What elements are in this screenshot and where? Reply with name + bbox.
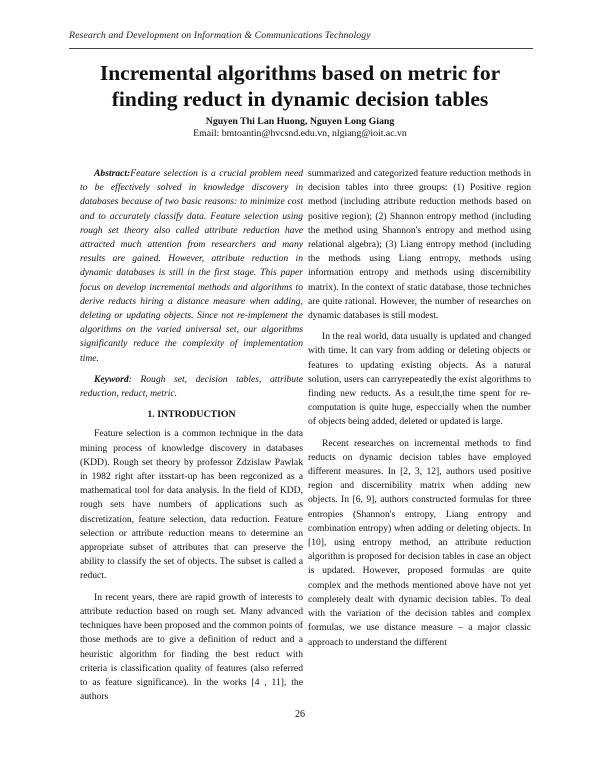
left-column xyxy=(80,167,303,711)
right-column xyxy=(308,167,531,657)
journal-running-head: Research and Development on Information & Communications Technology xyxy=(69,30,371,41)
paper-title xyxy=(60,60,540,112)
author-email: Email: bmtoantin@hvcsnd.edu.vn, nlgiang@ioit.ac.vn xyxy=(193,128,407,139)
body-paragraph: In the real world, data usually is updated and changed with time. It can vary from adding or deleting objects or features to updating existing objects. As a natural solution, users can carryrepeatedly the exist algorithms to finding new reducts. As a result,the time spent for re-computation is quite huge, especcially when the number of objects being added, deleted or updated is large. xyxy=(308,331,531,428)
body-paragraph: Feature selection is a common technique in the data mining process of knowledge discovery in databases (KDD). Rough set theory by professor Zdzislaw Pawlak in 1982 right after itsstart-up has been regconized as a mathematical tool for data analysis. In the field of KDD, rough sets have numbers of applications such as discretization, feature selection, data reduction. Feature selection or attribute reduction means to determine an appropriate subset of attributes that can preserve the ability to classify the set of objects. The subset is called a reduct. xyxy=(80,428,303,582)
title-line-2: finding reduct in dynamic decision tables xyxy=(111,87,489,111)
body-paragraph: In recent years, there are rapid growth of interests to attribute reduction based on rough set. Many advanced techniques have been proposed and the common points of those methods are to give a definition of reduct and a heuristic algorithm for finding the best reduct with criteria is classification quality of features (also referred to as feature significance). In the works [4 , 11], the authors xyxy=(80,591,303,703)
body-paragraph: Recent researches on incremental methods to find reducts on dynamic decision tables have employed different measures. In [2, 3, 12], authors used positive region and discernibility matrix when adding new objects. In [6, 9], authors constructed formulas for three entropies (Shannon's entropy, Liang entropy and combination entropy) when adding or deleting objects. In [10], using entropy method, an attribute reduction algorithm is proposed for decision tables in case an object is updated. However, proposed formulas are quite complex and the methods mentioned above have not yet completely dealt with dynamic decision tables. To deal with the variation of the decision tables and complex formulas, we use distance measure – a major classic approach to understand the different xyxy=(308,437,531,648)
abstract-text: Feature selection is a crucial problem need to be effectively solved in knowledge discovery in databases because of two basic reasons: to minimize cost and to accurately classify data. Feature selection using rough set theory also called attribute reduction have attracted much attention from researchers and many results are gained. However, attribute reduction in dynamic databases is still in the first stage. This paper focus on develop incremental methods and algorithms to derive reducts hiring a distance measure when adding, deleting or updating objects. Since not re-implement the algorithms on the varied universal set, our algorithms significantly reduce the complexity of implementation time. xyxy=(80,168,303,364)
body-paragraph: summarized and categorized feature reduction methods in decision tables into three groups: (1) Positive region method (including attribute reduction methods based on positive region); (2) Shannon entropy method (including the method using Shannon's entropy and method using relational algebra); (3) Liang entropy method (including the methods using Liang entropy, methods using information entropy and methods using discernibility matrix). In the context of static database, those techniches are quite rational. However, the number of researches on dynamic databases is still modest. xyxy=(308,168,531,322)
section-heading-introduction: 1. INTRODUCTION xyxy=(147,409,236,421)
authors: Nguyen Thi Lan Huong, Nguyen Long Giang xyxy=(205,116,395,127)
keywords-text: : Rough set, decision tables, attribute reduction, reduct, metric. xyxy=(80,373,303,400)
page-number: 26 xyxy=(295,709,305,720)
keywords-label: Keyword xyxy=(94,373,129,385)
abstract xyxy=(80,167,303,366)
header-rule xyxy=(69,48,533,49)
abstract-label: Abstract: xyxy=(94,168,131,179)
title-line-1: Incremental algorithms based on metric for xyxy=(99,61,501,85)
keywords xyxy=(80,373,303,401)
